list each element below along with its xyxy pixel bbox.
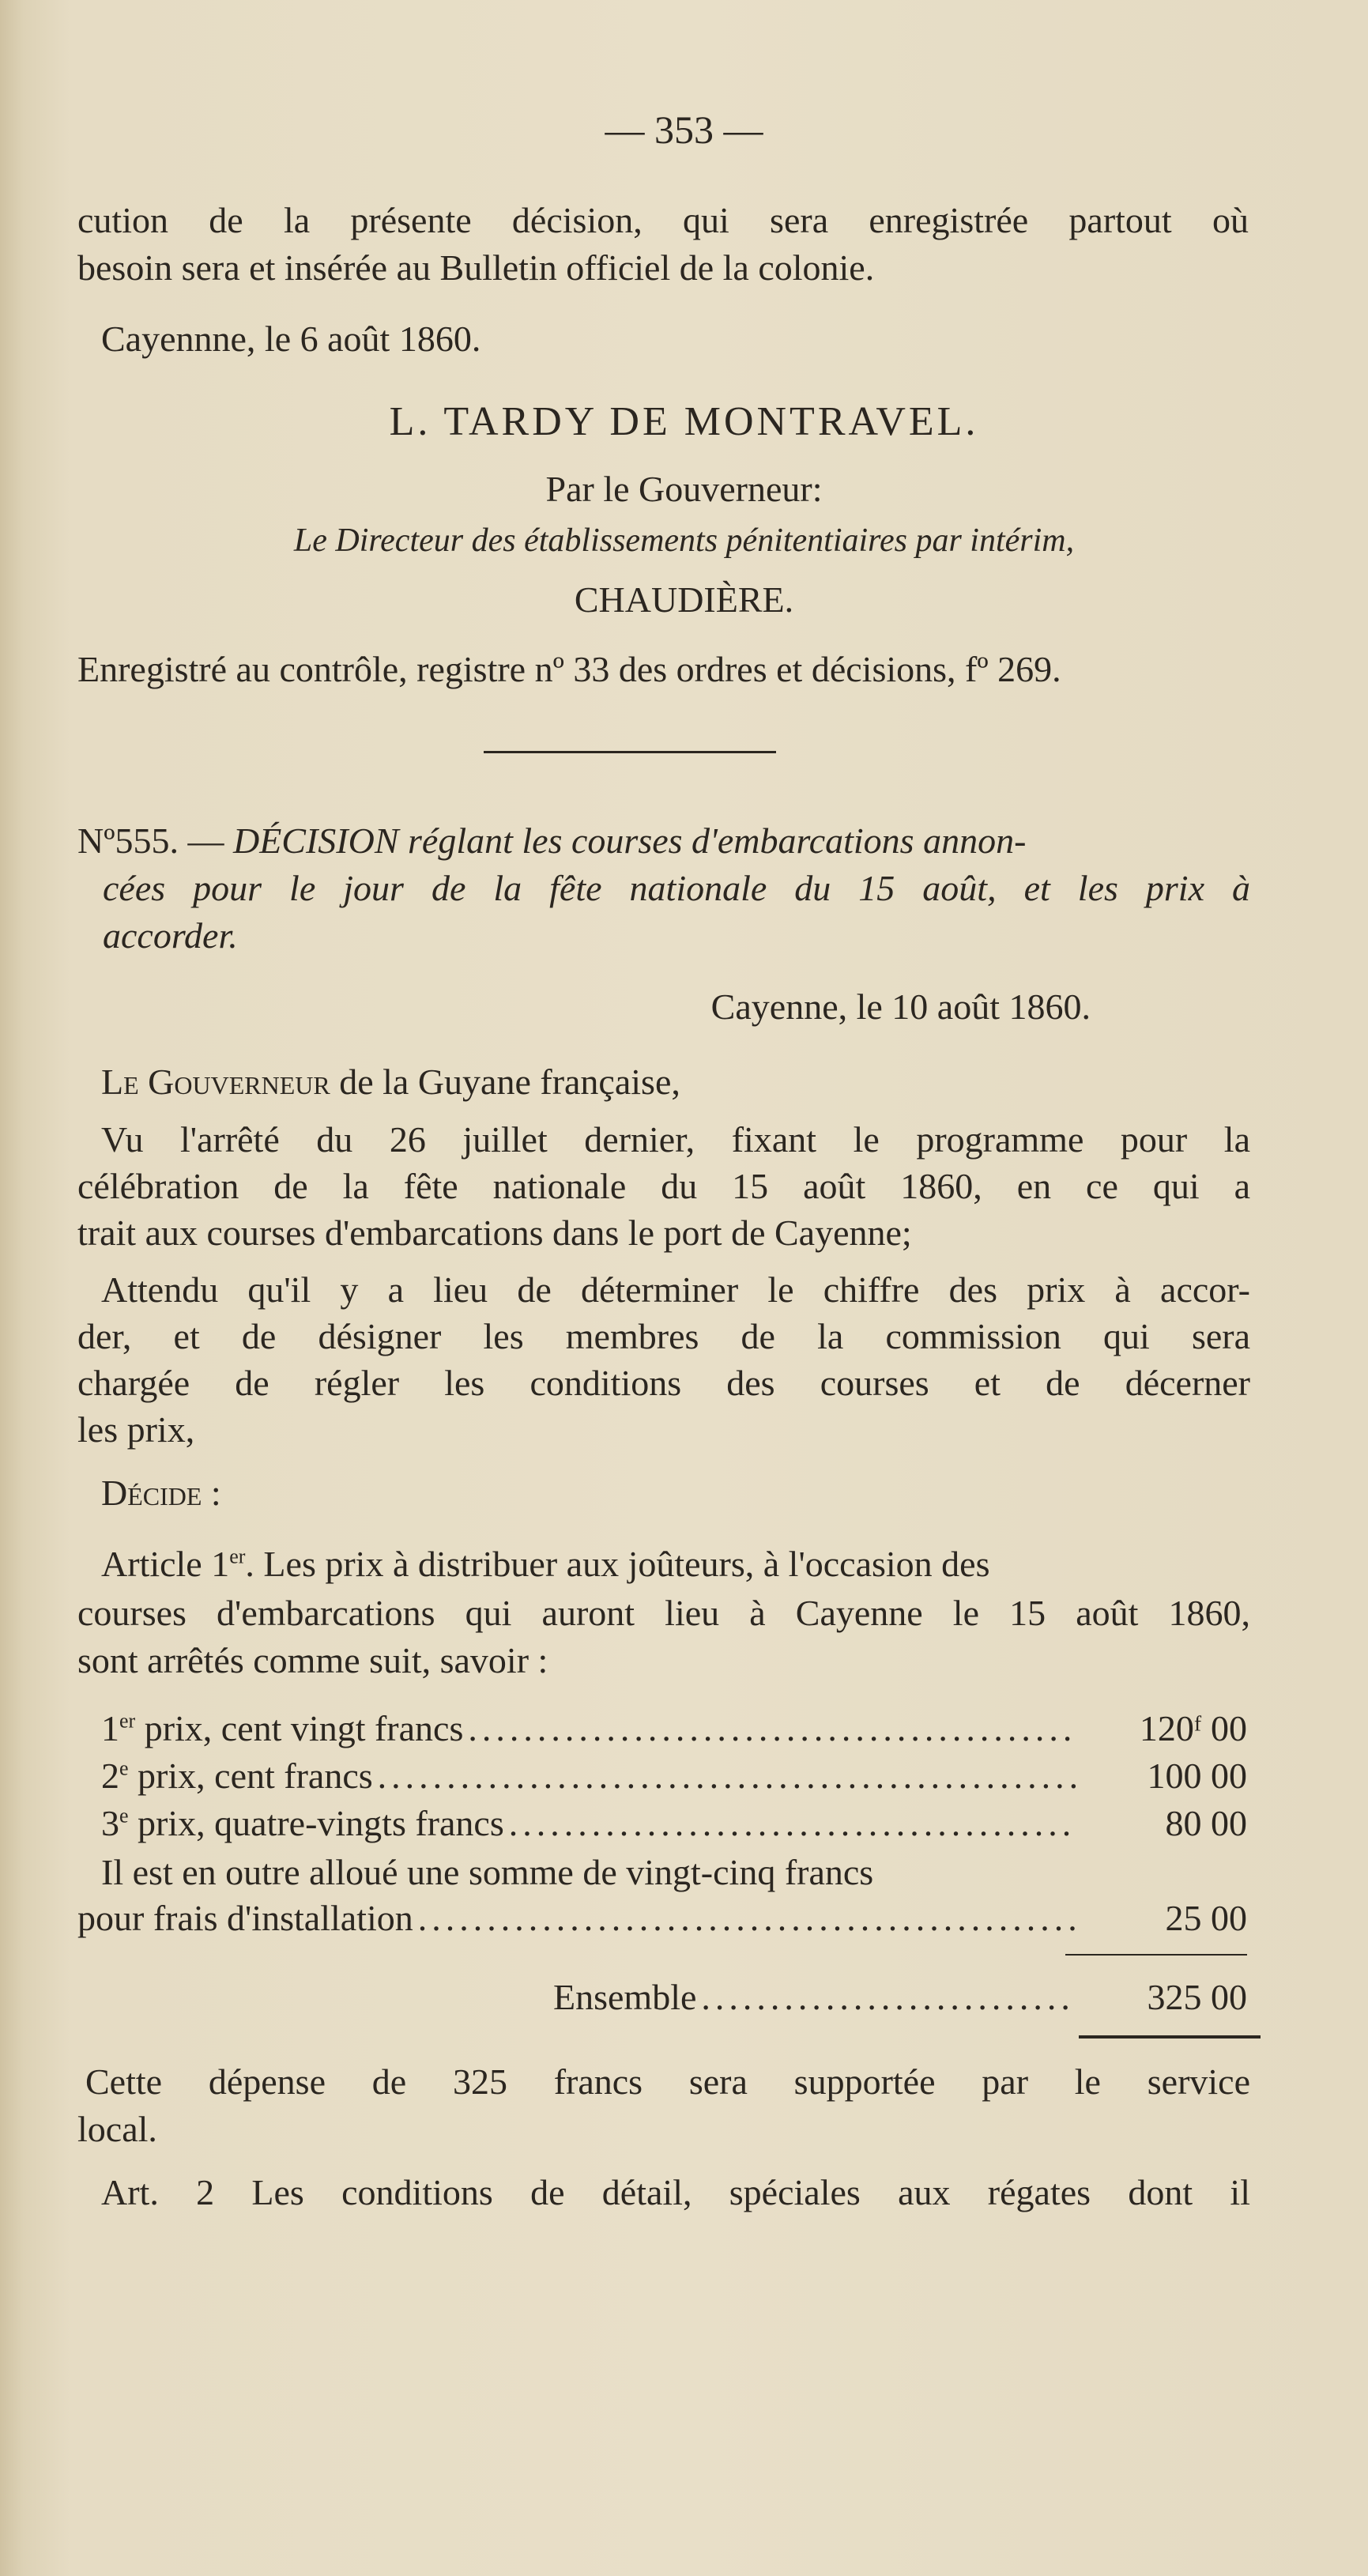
decision-title-line-2: cées pour le jour de la fête nationale du 15 août, et les prix à: [103, 868, 1250, 908]
place-date-1: Cayennne, le 6 août 1860.: [101, 319, 481, 359]
prize-3-num: 3: [101, 1803, 119, 1843]
total-row: [553, 1976, 1247, 2018]
leader-dots: [378, 1755, 1076, 1797]
prize-2-amount: 100 00: [1147, 1756, 1247, 1796]
prize-3-label: [101, 1802, 504, 1844]
decision-title-line-3: accorder.: [103, 915, 238, 956]
installation-line-1: Il est en outre alloué une somme de vingt-cinq francs: [101, 1852, 874, 1892]
prize-row-1: [101, 1707, 1247, 1749]
installation-row: [77, 1897, 1247, 1939]
leader-dots: [418, 1897, 1076, 1939]
prize-2-num: 2: [101, 1756, 119, 1796]
article1-line1-rest: . Les prix à distribuer aux joûteurs, à l'occasion des: [245, 1544, 990, 1584]
decision-title-text: DÉCISION réglant les courses d'embarcations annon-: [232, 820, 1027, 861]
article1-prefix: Article 1: [101, 1544, 230, 1584]
director-name: CHAUDIÈRE.: [574, 579, 794, 620]
attendu-line-3: chargée de régler les conditions des courses et de décerner: [77, 1363, 1250, 1403]
decide-heading: Décide :: [101, 1473, 221, 1513]
vu-line-2: célébration de la fête nationale du 15 août 1860, en ce qui a: [77, 1166, 1250, 1206]
prize-1-label: [101, 1707, 463, 1749]
prize-1-sup: er: [119, 1709, 136, 1733]
director-title: Le Directeur des établissements pénitentiaires par intérim,: [293, 522, 1075, 559]
place-date-2: Cayenne, le 10 août 1860.: [710, 986, 1091, 1027]
article1-line-1: [101, 1541, 1250, 1587]
article1-line-3: sont arrêtés comme suit, savoir :: [77, 1640, 548, 1680]
prize-row-3: [101, 1802, 1247, 1844]
governor-rest: de la Guyane française,: [339, 1062, 680, 1102]
prize-1-amount: 120ᶠ 00: [1139, 1708, 1247, 1748]
prize-1-text: prix, cent vingt francs: [135, 1708, 464, 1748]
prize-row-2: [101, 1755, 1247, 1797]
prize-2-label: [101, 1755, 373, 1797]
leader-dots: [509, 1802, 1076, 1844]
prize-2-text: prix, cent francs: [128, 1756, 373, 1796]
vu-line-3: trait aux courses d'embarcations dans le port de Cayenne;: [77, 1213, 912, 1253]
section-rule: [484, 751, 776, 753]
governor-smallcaps: Le Gouverneur: [101, 1062, 330, 1102]
top-paragraph-line-2: besoin sera et insérée au Bulletin officiel de la colonie.: [77, 247, 875, 288]
prize-1-num: 1: [101, 1708, 119, 1748]
top-paragraph-line-1: cution de la présente décision, qui sera enregistrée partout où: [77, 200, 1249, 240]
sum-rule: [1065, 1954, 1247, 1956]
prize-3-sup: e: [119, 1804, 129, 1827]
attendu-line-4: les prix,: [77, 1409, 195, 1450]
leader-dots: [468, 1707, 1076, 1749]
page-number: — 353 —: [605, 107, 763, 152]
article1-line-2: courses d'embarcations qui auront lieu à Cayenne le 15 août 1860,: [77, 1593, 1250, 1633]
governor-line: [101, 1059, 680, 1105]
vu-line-1: Vu l'arrêté du 26 juillet dernier, fixant le programme pour la: [101, 1119, 1250, 1160]
installation-label: pour frais d'installation: [77, 1898, 413, 1938]
signatory: L. TARDY DE MONTRAVEL.: [389, 399, 979, 444]
expense-line-2: local.: [77, 2109, 157, 2149]
leader-dots: [701, 1976, 1076, 2018]
total-label: Ensemble: [553, 1977, 697, 2017]
by-governor: Par le Gouverneur:: [545, 469, 823, 509]
prize-3-amount: 80 00: [1165, 1803, 1247, 1843]
article2-line: Art. 2 Les conditions de détail, spéciales aux régates dont il: [101, 2172, 1250, 2212]
prize-3-text: prix, quatre-vingts francs: [128, 1803, 504, 1843]
attendu-line-1: Attendu qu'il y a lieu de déterminer le chiffre des prix à accor-: [101, 1269, 1250, 1310]
total-amount: 325 00: [1147, 1977, 1247, 2017]
decision-number: Nº555. —: [77, 820, 224, 861]
total-rule: [1079, 2035, 1261, 2039]
article1-sup: er: [229, 1544, 246, 1568]
prize-2-sup: e: [119, 1756, 129, 1780]
decision-title-line-1: [77, 818, 1250, 864]
attendu-line-2: der, et de désigner les membres de la commission qui sera: [77, 1316, 1250, 1356]
expense-line-1: Cette dépense de 325 francs sera supportée par le service: [85, 2061, 1250, 2102]
installation-amount: 25 00: [1165, 1898, 1247, 1938]
registered-line: Enregistré au contrôle, registre nº 33 des ordres et décisions, fº 269.: [77, 649, 1061, 689]
